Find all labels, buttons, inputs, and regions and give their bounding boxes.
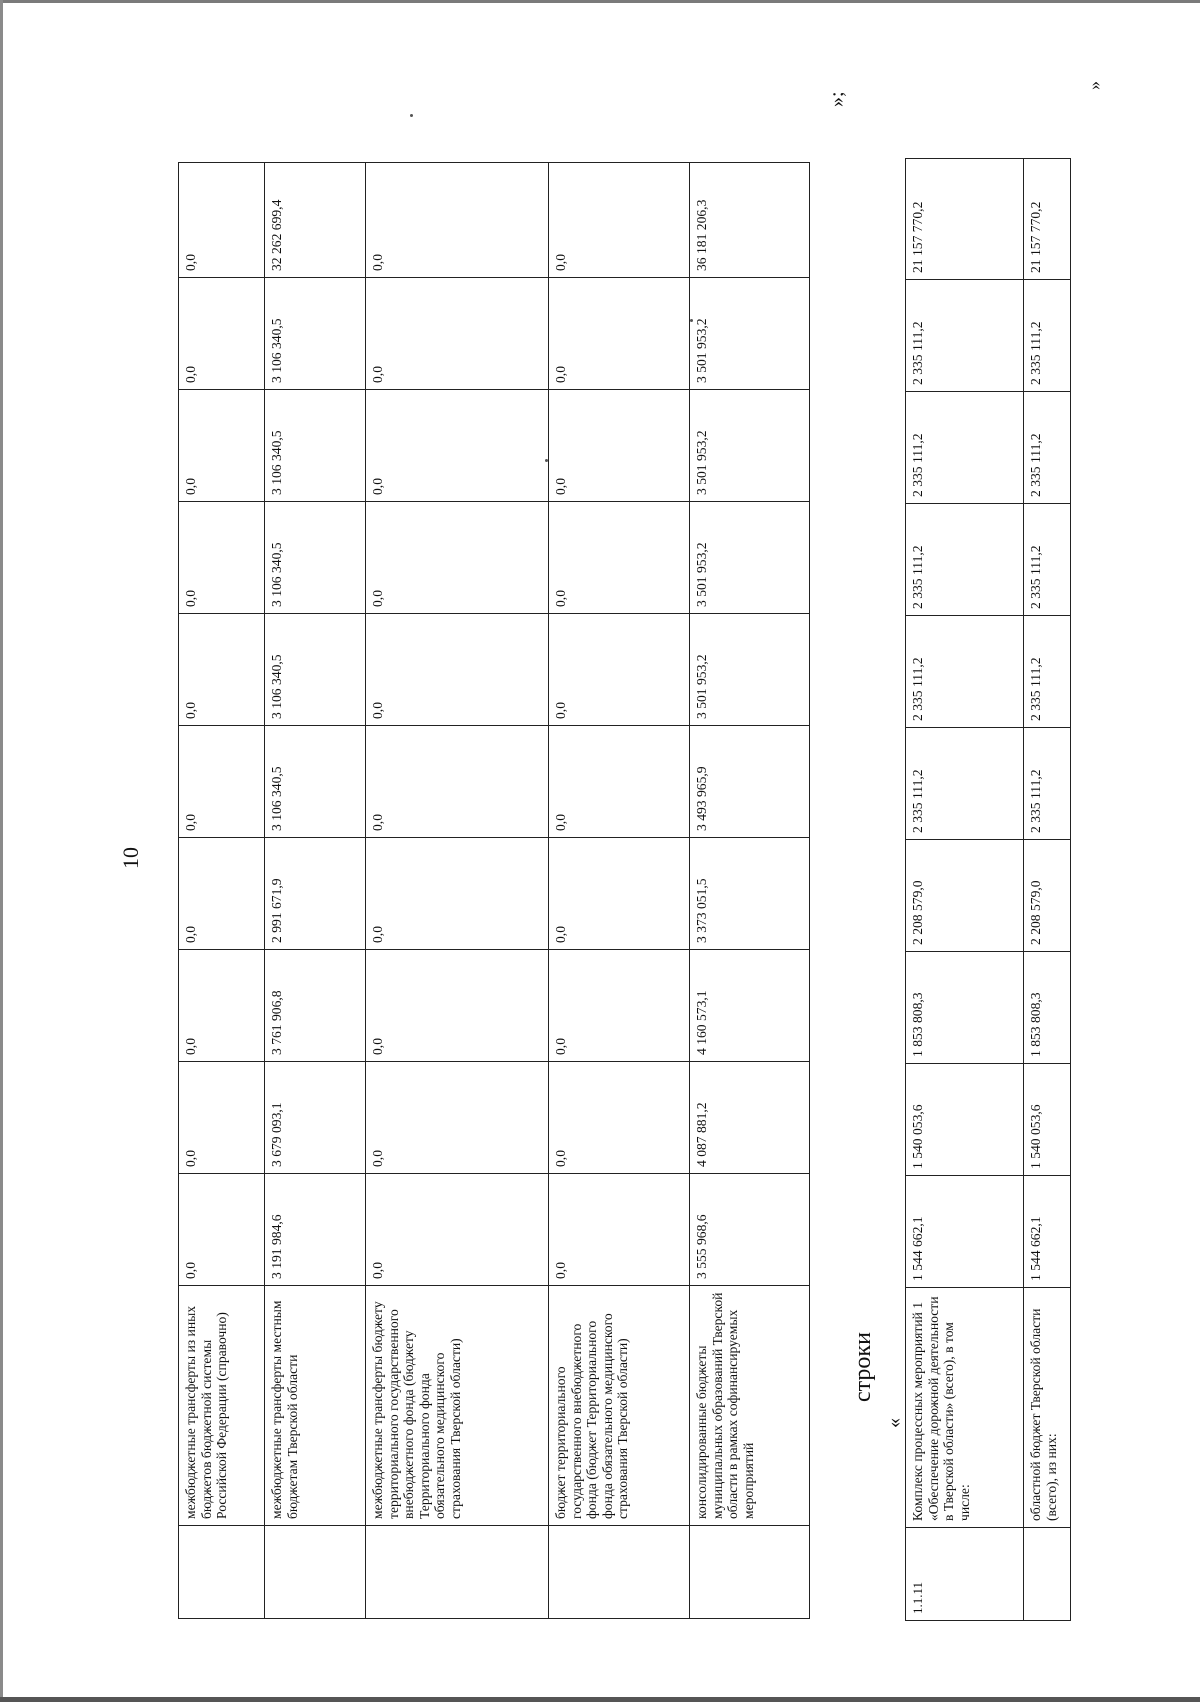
table-row bbox=[549, 163, 690, 1619]
value-cell: 4 087 881,2 bbox=[690, 1062, 810, 1174]
value-cell: 0,0 bbox=[366, 614, 549, 726]
table-row bbox=[1024, 159, 1071, 1621]
row-label: межбюджетные трансферты из иных бюджетов бюджетной системы Российской Федерации (справочно) bbox=[179, 1286, 265, 1526]
value-cell: 0,0 bbox=[549, 1174, 690, 1286]
value-cell: 0,0 bbox=[366, 278, 549, 390]
value-cell: 0,0 bbox=[366, 1062, 549, 1174]
value-cell: 3 501 953,2 bbox=[690, 390, 810, 502]
table-row bbox=[690, 163, 810, 1619]
value-cell: 0,0 bbox=[366, 1174, 549, 1286]
value-cell: 0,0 bbox=[549, 726, 690, 838]
value-cell: 2 335 111,2 bbox=[1024, 392, 1071, 504]
table-row bbox=[179, 163, 265, 1619]
value-cell: 2 335 111,2 bbox=[906, 616, 1024, 728]
value-cell: 3 106 340,5 bbox=[265, 726, 366, 838]
row-code-cell bbox=[265, 1526, 366, 1619]
row-code-cell bbox=[366, 1526, 549, 1619]
value-cell: 1 853 808,3 bbox=[906, 952, 1024, 1064]
value-cell: 1 544 662,1 bbox=[906, 1176, 1024, 1288]
value-cell: 3 761 906,8 bbox=[265, 950, 366, 1062]
value-cell: 3 501 953,2 bbox=[690, 278, 810, 390]
closing-quote-2: » bbox=[1084, 81, 1104, 90]
row-code-cell bbox=[179, 1526, 265, 1619]
row-label: Комплекс процессных мероприятий 1 «Обеспечение дорожной деятельности в Тверской области» (всего), в том числе: bbox=[906, 1288, 1024, 1528]
value-cell: 32 262 699,4 bbox=[265, 163, 366, 278]
value-cell: 2 208 579,0 bbox=[1024, 840, 1071, 952]
row-label: областной бюджет Тверской области (всего), из них: bbox=[1024, 1288, 1071, 1528]
value-cell: 0,0 bbox=[549, 838, 690, 950]
value-cell: 0,0 bbox=[179, 502, 265, 614]
value-cell: 0,0 bbox=[549, 278, 690, 390]
value-cell: 0,0 bbox=[179, 950, 265, 1062]
value-cell: 1 853 808,3 bbox=[1024, 952, 1071, 1064]
value-cell: 3 373 051,5 bbox=[690, 838, 810, 950]
scan-speck bbox=[545, 459, 548, 462]
value-cell: 3 501 953,2 bbox=[690, 502, 810, 614]
value-cell: 0,0 bbox=[549, 390, 690, 502]
value-cell: 4 160 573,1 bbox=[690, 950, 810, 1062]
value-cell: 3 106 340,5 bbox=[265, 502, 366, 614]
value-cell: 2 335 111,2 bbox=[906, 504, 1024, 616]
table-row bbox=[906, 159, 1024, 1621]
value-cell: 0,0 bbox=[179, 1174, 265, 1286]
value-cell: 0,0 bbox=[366, 502, 549, 614]
table-row bbox=[265, 163, 366, 1619]
value-cell: 0,0 bbox=[179, 278, 265, 390]
value-cell: 0,0 bbox=[179, 390, 265, 502]
value-cell: 0,0 bbox=[179, 1062, 265, 1174]
value-cell: 2 335 111,2 bbox=[1024, 728, 1071, 840]
row-code-cell bbox=[690, 1526, 810, 1619]
value-cell: 3 106 340,5 bbox=[265, 278, 366, 390]
value-cell: 21 157 770,2 bbox=[1024, 159, 1071, 280]
row-label: межбюджетные трансферты бюджету территориального государственного внебюджетного фонда (бюджету Территориального фонда обязательного медицинского страхования Тверской области) bbox=[366, 1286, 549, 1526]
value-cell: 0,0 bbox=[549, 163, 690, 278]
row-code-cell bbox=[549, 1526, 690, 1619]
value-cell: 0,0 bbox=[179, 614, 265, 726]
value-cell: 36 181 206,3 bbox=[690, 163, 810, 278]
value-cell: 3 493 965,9 bbox=[690, 726, 810, 838]
value-cell: 1 540 053,6 bbox=[906, 1064, 1024, 1176]
value-cell: 2 991 671,9 bbox=[265, 838, 366, 950]
scan-speck bbox=[690, 319, 693, 322]
value-cell: 0,0 bbox=[366, 950, 549, 1062]
opening-quote: « bbox=[883, 1418, 905, 1428]
value-cell: 3 191 984,6 bbox=[265, 1174, 366, 1286]
row-code: 1.1.11 bbox=[906, 1528, 1024, 1621]
value-cell: 21 157 770,2 bbox=[906, 159, 1024, 280]
value-cell: 3 679 093,1 bbox=[265, 1062, 366, 1174]
value-cell: 1 544 662,1 bbox=[1024, 1176, 1071, 1288]
value-cell: 0,0 bbox=[179, 726, 265, 838]
value-cell: 2 335 111,2 bbox=[1024, 280, 1071, 392]
value-cell: 3 501 953,2 bbox=[690, 614, 810, 726]
row-label: межбюджетные трансферты местным бюджетам Тверской области bbox=[265, 1286, 366, 1526]
value-cell: 0,0 bbox=[366, 838, 549, 950]
value-cell: 2 335 111,2 bbox=[1024, 616, 1071, 728]
value-cell: 3 106 340,5 bbox=[265, 390, 366, 502]
value-cell: 3 555 968,6 bbox=[690, 1174, 810, 1286]
row-code bbox=[1024, 1528, 1071, 1621]
value-cell: 0,0 bbox=[179, 838, 265, 950]
value-cell: 0,0 bbox=[549, 1062, 690, 1174]
table-row bbox=[366, 163, 549, 1619]
value-cell: 2 335 111,2 bbox=[906, 392, 1024, 504]
scan-speck bbox=[410, 114, 413, 117]
value-cell: 2 335 111,2 bbox=[1024, 504, 1071, 616]
value-cell: 0,0 bbox=[549, 950, 690, 1062]
heading-stroki: строки bbox=[850, 1332, 876, 1402]
row-label: консолидированные бюджеты муниципальных образований Тверской области в рамках софинансируемых мероприятий bbox=[690, 1286, 810, 1526]
closing-quote: »; bbox=[826, 91, 848, 107]
page-number: 10 bbox=[118, 847, 143, 869]
budget-table-1 bbox=[178, 162, 810, 1619]
value-cell: 0,0 bbox=[366, 726, 549, 838]
value-cell: 2 335 111,2 bbox=[906, 728, 1024, 840]
value-cell: 2 335 111,2 bbox=[906, 280, 1024, 392]
row-label: бюджет территориального государственного внебюджетного фонда (бюджет Территориального фонда обязательного медицинского страхования Тверской области) bbox=[549, 1286, 690, 1526]
value-cell: 0,0 bbox=[549, 614, 690, 726]
budget-table-2 bbox=[905, 158, 1071, 1621]
value-cell: 0,0 bbox=[549, 502, 690, 614]
value-cell: 2 208 579,0 bbox=[906, 840, 1024, 952]
value-cell: 0,0 bbox=[366, 163, 549, 278]
value-cell: 3 106 340,5 bbox=[265, 614, 366, 726]
value-cell: 0,0 bbox=[179, 163, 265, 278]
value-cell: 0,0 bbox=[366, 390, 549, 502]
value-cell: 1 540 053,6 bbox=[1024, 1064, 1071, 1176]
